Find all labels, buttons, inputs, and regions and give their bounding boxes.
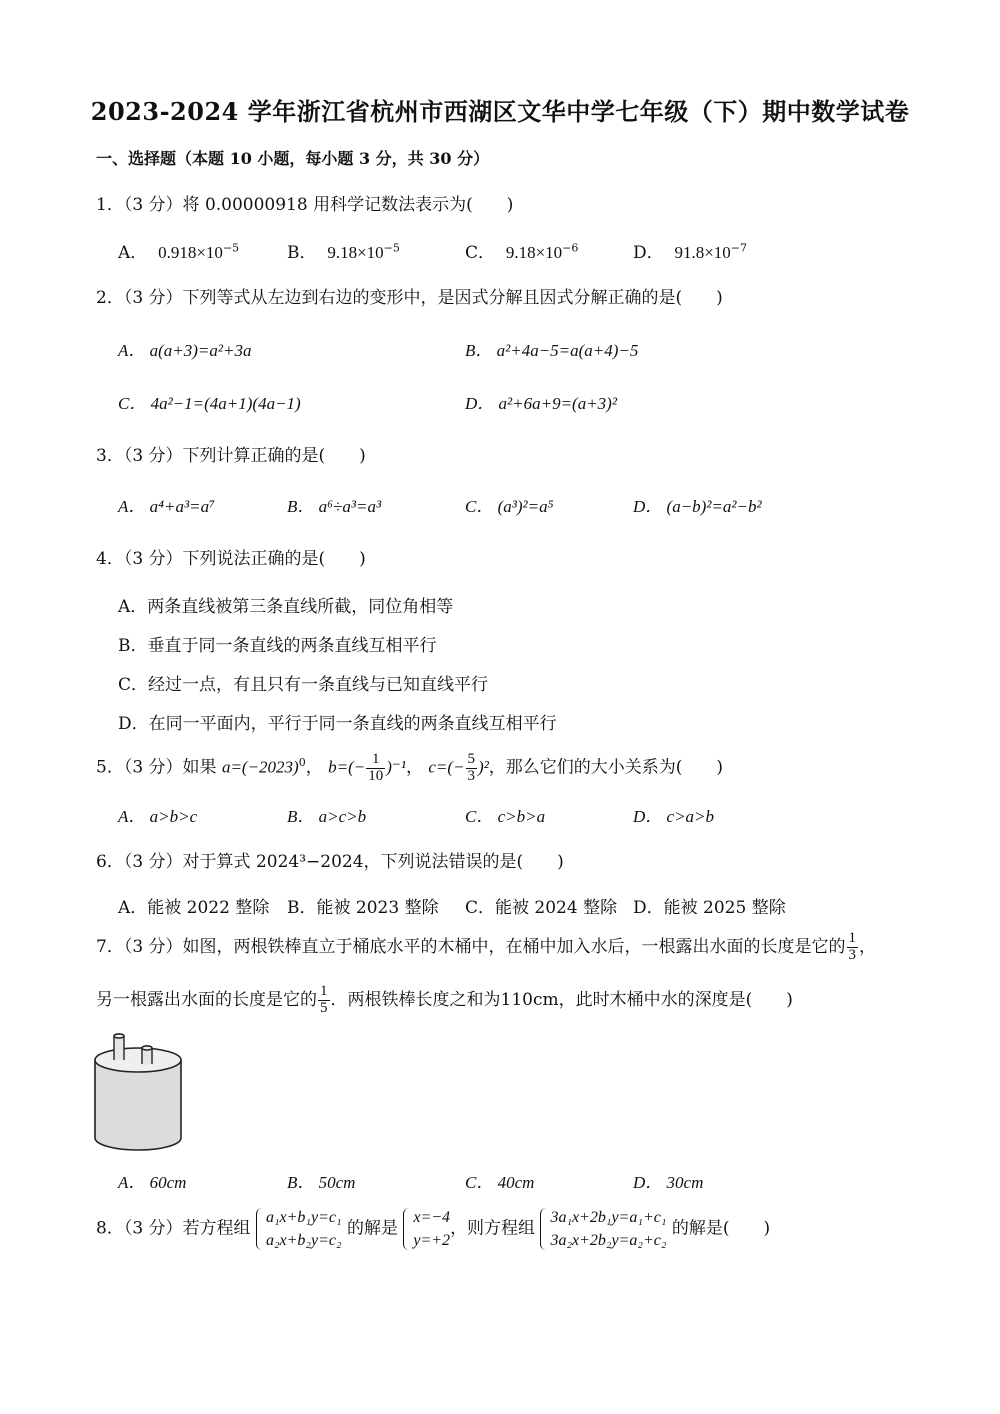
q6-option-b[interactable]: B．能被 2023 整除 <box>287 898 439 918</box>
q4-option-a[interactable]: A．两条直线被第三条直线所截，同位角相等 <box>118 597 454 617</box>
q1-option-c[interactable]: C． $9.18\times 10^{-6}$ <box>465 241 579 263</box>
page-title: 2023-2024 学年浙江省杭州市西湖区文华中学七年级（下）期中数学试卷 <box>90 97 910 126</box>
q2-option-a[interactable]: A． a(a+3)=a²+3a <box>118 341 252 360</box>
q1-option-a[interactable]: A． $0.918\times 10^{-5}$ <box>118 241 240 263</box>
q3-option-a[interactable]: A． a⁴+a³=a⁷ <box>118 497 215 516</box>
fraction-1-3: $\frac{1}{3}$ <box>848 930 857 963</box>
q3-option-c[interactable]: C． (a³)²=a⁵ <box>465 497 554 516</box>
q3-option-d[interactable]: D． (a−b)²=a²−b² <box>633 497 762 516</box>
q5-option-a[interactable]: A． a>b>c <box>118 807 198 826</box>
q4-option-b[interactable]: B．垂直于同一条直线的两条直线互相平行 <box>118 636 437 656</box>
q1-option-b[interactable]: B． $9.18\times 10^{-5}$ <box>287 241 400 263</box>
q3-option-b[interactable]: B． a⁶÷a³=a³ <box>287 497 382 516</box>
question-6: 6．（3 分）对于算式 2024³−2024，下列说法错误的是( ) <box>96 852 564 872</box>
question-7-line-2: 另一根露出水面的长度是它的 $\frac{1}{5}$ ．两根铁棒长度之和为110cm，此时木桶中水的深度是( ) <box>96 983 793 1016</box>
solution-system: x=−4 y=+2 <box>403 1206 450 1252</box>
q4-option-d[interactable]: D．在同一平面内，平行于同一条直线的两条直线互相平行 <box>118 714 557 734</box>
question-3: 3．（3 分）下列计算正确的是( ) <box>96 446 366 466</box>
q7-option-c[interactable]: C． 40cm <box>465 1173 535 1192</box>
q5-option-b[interactable]: B． a>c>b <box>287 807 367 826</box>
q7-option-d[interactable]: D． 30cm <box>633 1173 704 1192</box>
iron-rod-short <box>142 1046 152 1064</box>
question-1: 1．（3 分）将 0.00000918 用科学记数法表示为( ) <box>96 195 514 215</box>
fraction-1-10: $\frac{1}{10}$ <box>368 750 384 784</box>
equation-system-2: 3a₁x+2b₁y=a₁+c₁ 3a₂x+2b₂y=a₂+c₂ <box>540 1206 666 1252</box>
q6-option-a[interactable]: A．能被 2022 整除 <box>118 898 270 918</box>
q5-option-d[interactable]: D． c>a>b <box>633 807 715 826</box>
q5-option-c[interactable]: C． c>b>a <box>465 807 546 826</box>
q6-option-c[interactable]: C．能被 2024 整除 <box>465 898 618 918</box>
q2-option-b[interactable]: B． a²+4a−5=a(a+4)−5 <box>465 341 639 360</box>
question-8: 8．（3 分）若方程组 a₁x+b₁y=c₁ a₂x+b₂y=c₂ 的解是 x=−4 y=+2 ，则方程组 3a₁x+2b₁y=a₁+c₁ 3a₂x+2b₂y=a₂+c₂ 的解是( ) <box>96 1206 770 1252</box>
question-5: 5．（3 分）如果 $a=(-2023)^0$， b=(− $\frac{1}{10}$ )⁻¹， c=(− $\frac{5}{3}$ )²，那么它们的大小关系为( ) <box>96 750 724 784</box>
section-heading: 一、选择题（本题 10 小题，每小题 3 分，共 30 分） <box>96 149 490 168</box>
question-2: 2．（3 分）下列等式从左边到右边的变形中，是因式分解且因式分解正确的是( ) <box>96 288 723 308</box>
fraction-5-3: $\frac{5}{3}$ <box>467 750 476 784</box>
q7-option-a[interactable]: A． 60cm <box>118 1173 187 1192</box>
q2-option-d[interactable]: D． a²+6a+9=(a+3)² <box>465 394 617 413</box>
q6-option-d[interactable]: D．能被 2025 整除 <box>633 898 786 918</box>
q4-option-c[interactable]: C．经过一点，有且只有一条直线与已知直线平行 <box>118 675 489 695</box>
bucket-body <box>95 1048 181 1150</box>
question-7-line-1: 7．（3 分）如图，两根铁棒直立于桶底水平的木桶中，在桶中加入水后，一根露出水面的长度是它的 $\frac{1}{3}$ ， <box>96 930 877 963</box>
iron-rod-tall <box>114 1034 124 1060</box>
q1-option-d[interactable]: D． $91.8\times 10^{-7}$ <box>633 241 748 263</box>
q7-option-b[interactable]: B． 50cm <box>287 1173 356 1192</box>
equation-system-1: a₁x+b₁y=c₁ a₂x+b₂y=c₂ <box>256 1206 342 1252</box>
q2-option-c[interactable]: C． 4a²−1=(4a+1)(4a−1) <box>118 394 301 413</box>
fraction-1-5: $\frac{1}{5}$ <box>320 983 328 1016</box>
bucket-figure <box>90 1030 190 1155</box>
question-4: 4．（3 分）下列说法正确的是( ) <box>96 549 366 569</box>
